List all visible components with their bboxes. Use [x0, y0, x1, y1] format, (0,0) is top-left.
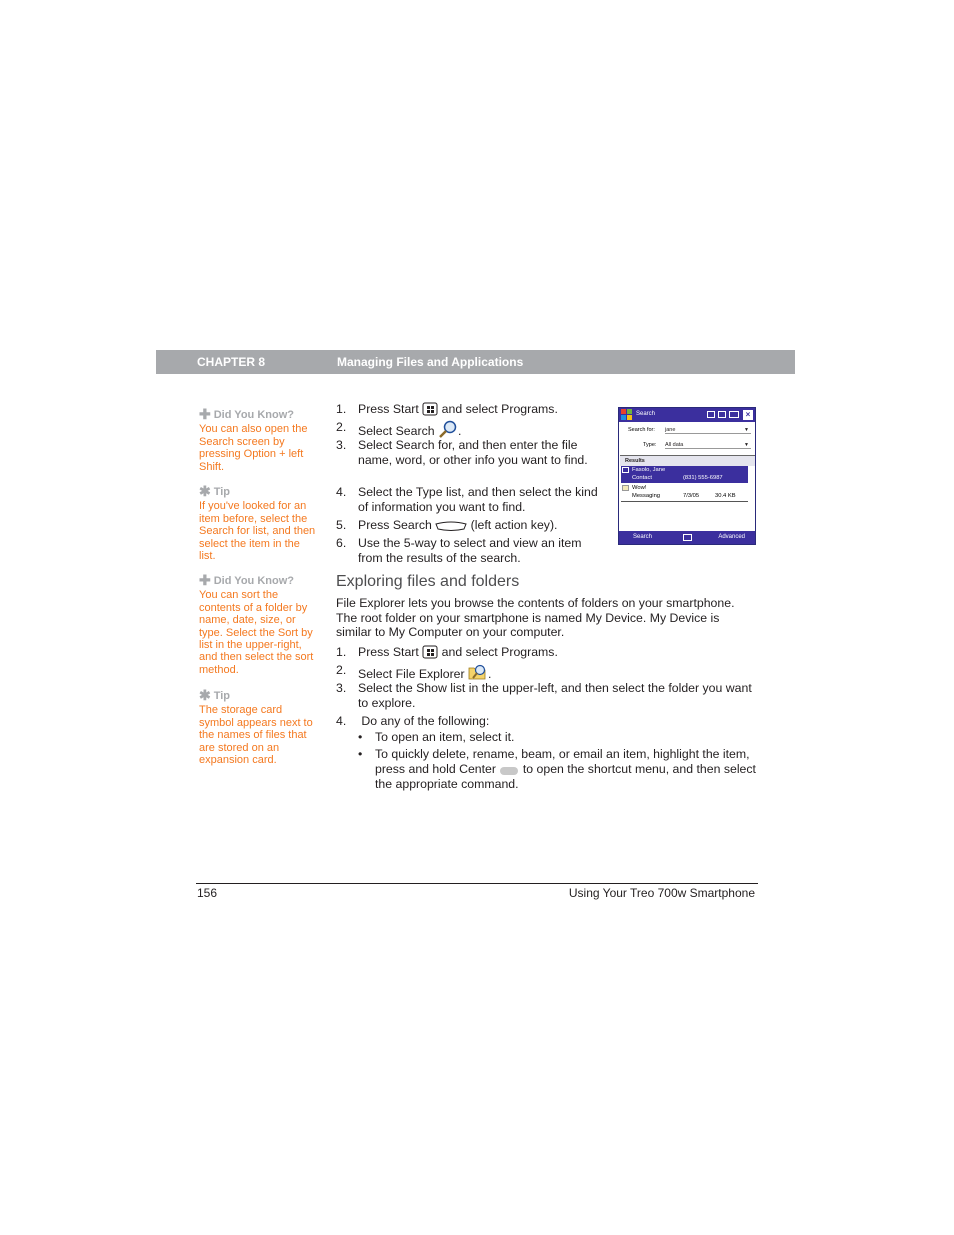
search-icon: [438, 420, 458, 438]
search-for-label: Search for:: [628, 427, 655, 433]
step-number: 3.: [336, 681, 347, 695]
step-text: and select Programs.: [441, 645, 558, 659]
chevron-down-icon: ▼: [744, 427, 749, 433]
screenshot-title: Search: [636, 411, 656, 417]
sidebar-did-you-know-1: [199, 408, 317, 473]
step-text: Press Start: [358, 645, 419, 659]
section-heading: Exploring files and folders: [336, 573, 520, 590]
plus-icon: ✚: [199, 572, 211, 588]
step-number: 5.: [336, 518, 347, 532]
sidebar-head: Tip: [213, 486, 231, 498]
bullet-icon: •: [358, 730, 363, 744]
result-detail: (831) 555-6987: [683, 475, 723, 481]
file-explorer-icon: [468, 663, 488, 681]
step-number: 4.: [336, 485, 347, 499]
asterisk-icon: ✱: [199, 687, 211, 703]
windows-flag-icon: [621, 409, 632, 420]
signal-icon: [718, 411, 726, 418]
type-field: [665, 442, 751, 449]
right-softkey: Advanced: [718, 534, 745, 540]
step-text: Press Search: [358, 518, 432, 532]
sidebar-body: You can sort the contents of a folder by name, date, size, or type. Select the Sort by list in the upper-right, and then select the sort method.: [199, 589, 314, 676]
sidebar-body: The storage card symbol appears next to the names of files that are stored on an expansion card.: [199, 704, 313, 767]
plus-icon: ✚: [199, 406, 211, 422]
volume-icon: [729, 411, 739, 418]
result-kind: Messaging: [632, 493, 661, 499]
result-name: Fasolo, Jane: [632, 467, 666, 473]
step-number: 4.: [336, 714, 347, 728]
bullet-text: to open the shortcut menu, and then select the appropriate command.: [375, 762, 756, 791]
sidebar-did-you-know-2: [199, 574, 317, 676]
battery-icon: [707, 411, 715, 418]
start-key-icon: [422, 402, 438, 416]
screenshot-title-bar: [619, 408, 755, 422]
center-button-icon: [499, 766, 519, 776]
step-number: 2.: [336, 420, 347, 434]
start-key-icon: [422, 645, 438, 659]
softkey-bar: [619, 531, 755, 544]
result-row-1: [621, 466, 748, 483]
step-text: Select Search for, and then enter the file name, word, or other info you want to find.: [358, 438, 588, 467]
step-number: 1.: [336, 402, 347, 416]
step-text: Select the Show list in the upper-left, and then select the folder you want to explore.: [358, 681, 752, 710]
chapter-title: Managing Files and Applications: [337, 355, 524, 369]
step-text: (left action key).: [470, 518, 558, 532]
results-header: [620, 455, 755, 466]
sidebar-body: If you've looked for an item before, select the Search for list, and then select the item in the list.: [199, 500, 316, 563]
chapter-header-bar: [156, 350, 795, 374]
result-detail: 7/3/05: [683, 493, 700, 499]
step-number: 3.: [336, 438, 347, 452]
type-label: Type:: [643, 442, 657, 448]
close-icon: ×: [743, 410, 753, 420]
step-number: 2.: [336, 663, 347, 677]
step-text: Do any of the following:: [358, 714, 490, 728]
asterisk-icon: ✱: [199, 483, 211, 499]
results-label: Results: [625, 458, 645, 464]
step-text: Select File Explorer: [358, 667, 465, 681]
step-text: Select the Type list, and then select the kind of information you want to find.: [358, 485, 598, 514]
step-text: and select Programs.: [441, 402, 558, 416]
step-text: Press Start: [358, 402, 419, 416]
left-softkey: Search: [633, 534, 653, 540]
search-for-field: [665, 427, 751, 434]
result-size: 30.4 KB: [715, 493, 736, 499]
type-value: All data: [665, 442, 684, 448]
contact-card-icon: [622, 467, 629, 473]
chevron-down-icon: ▼: [744, 442, 749, 448]
bullet-icon: •: [358, 747, 363, 761]
footer-title: Using Your Treo 700w Smartphone: [568, 886, 755, 900]
left-action-key-icon: [435, 520, 467, 532]
result-kind: Contact: [632, 475, 652, 481]
result-name: Wow!: [632, 485, 647, 491]
envelope-icon: [622, 485, 629, 491]
page-number: 156: [197, 886, 218, 900]
sidebar-body: You can also open the Search screen by pressing Option + left Shift.: [199, 423, 308, 473]
sidebar-head: Did You Know?: [213, 409, 294, 421]
sidebar-tip-1: [199, 485, 317, 562]
bullet-text: To open an item, select it.: [375, 730, 515, 744]
step-text: .: [488, 667, 492, 681]
bullet-text: To quickly delete, rename, beam, or email an item, highlight the item, press and hold Center: [375, 747, 750, 776]
step-text: Use the 5-way to select and view an item from the results of the search.: [358, 536, 582, 565]
chapter-label: CHAPTER 8: [197, 355, 266, 369]
sidebar-head: Tip: [213, 690, 231, 702]
step-number: 6.: [336, 536, 347, 550]
section-paragraph: File Explorer lets you browse the contents of folders on your smartphone. The root folder on your smartphone is named My Device. My Device is similar to My Computer on your computer.: [336, 596, 735, 640]
keyboard-icon: [683, 534, 692, 541]
sidebar-head: Did You Know?: [213, 575, 294, 587]
result-row-2: [621, 484, 748, 502]
step-number: 1.: [336, 645, 347, 659]
sidebar-tip-2: [199, 689, 317, 766]
search-for-value: jane: [665, 427, 676, 433]
footer-rule: [196, 883, 758, 884]
step-text: .: [457, 424, 462, 438]
search-screenshot: [618, 407, 756, 545]
step-text: Select Search: [358, 424, 435, 438]
